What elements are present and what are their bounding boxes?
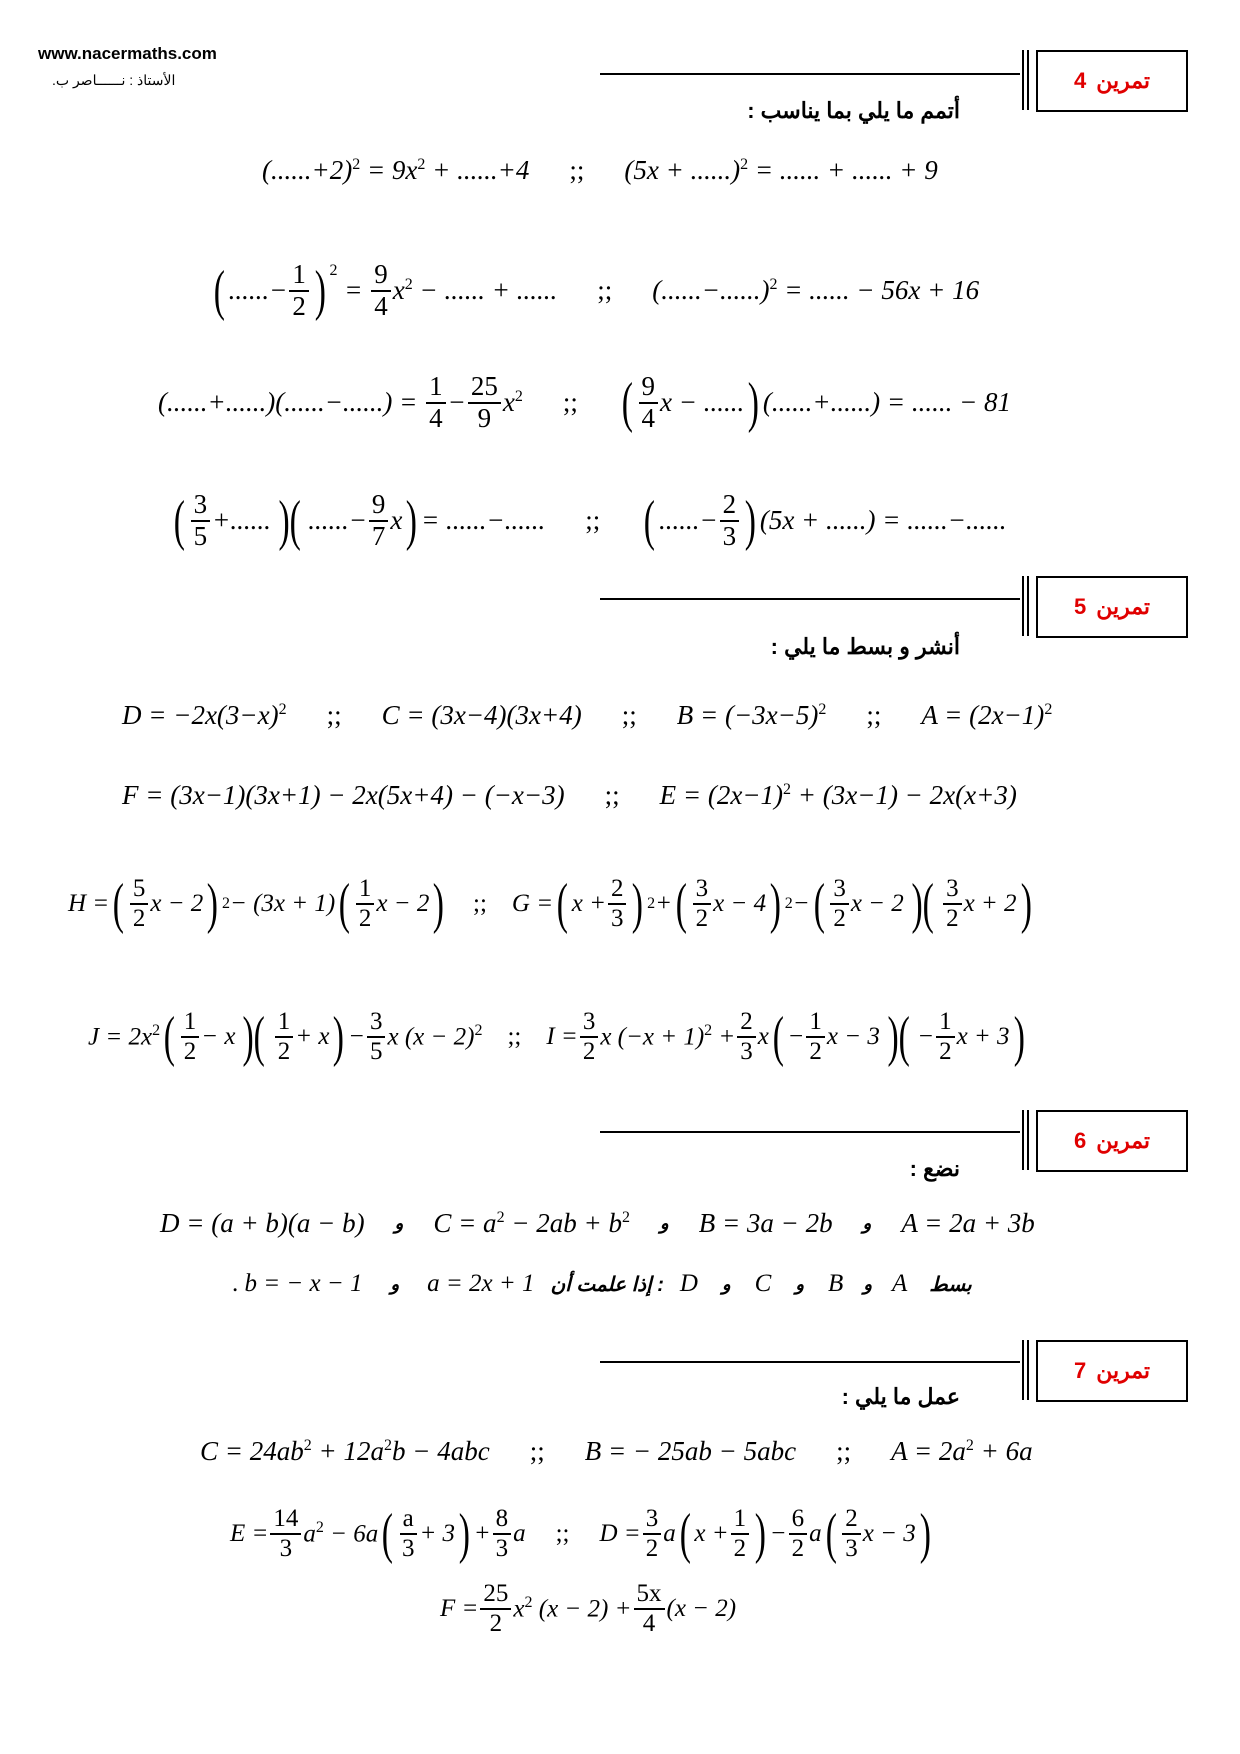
separator-bar <box>1027 50 1029 110</box>
exercise-4-line-3: (......+......)(......−......) = $\frac{1}{4}$ − $\frac{25}{9}$ $x^2$ ;; ( $\frac{9}{4}$ x − ...... ) (......+......) = ...... − 81 <box>158 371 1012 434</box>
exercise-5-line-3: H = ( $\frac{5}{2}$ x − 2 ) 2 − (3x + 1) ( $\frac{1}{2}$ x − 2 ) ;; G = ( x + $\frac{2}{3}$ ) 2 + ( $\frac{3}{2}$ x − 4 ) 2 − ( $\frac{3}{2}$ x − 2 )( $\frac{3}{2}$ x + 2 ) <box>68 872 1032 935</box>
exercise-5-header <box>1036 576 1188 638</box>
exercise-4-header <box>1036 50 1188 112</box>
exercise-7-header <box>1036 1340 1188 1402</box>
exercise-7-instruction: عمل ما يلي : <box>841 1384 960 1409</box>
exercise-4-line-2: ( ......− $\frac{1}{2}$ ) 2 = $\frac{9}{4}$ $x^2$ − ...... + ...... ;; (......−......)$^2$ = ...... − 56x + 16 <box>213 259 980 322</box>
separator-bar <box>1022 1340 1024 1400</box>
exercise-6-header <box>1036 1110 1188 1172</box>
exercise-5-line-2: F = (3x−1)(3x+1) − 2x(5x+4) − (−x−3) ;; $E = (2x-1)^2 + (3x-1) - 2x(x+3)$ <box>122 780 1017 810</box>
exercise-number: 4 <box>1073 68 1087 93</box>
separator-bar <box>1022 50 1024 110</box>
separator-line <box>600 1131 1020 1133</box>
separator-bar <box>1027 1340 1029 1400</box>
separator-line <box>600 598 1020 600</box>
exercise-7-line-2: E = $\frac{14}{3}$ $a^2 - 6a$ ( $\frac{a}{3}$ + 3 ) + $\frac{8}{3}$ a ;; D = $\frac{3}{2}$ a ( x + $\frac{1}{2}$ ) − $\frac{6}{2}$ a ( $\frac{2}{3}$ x − 3 ) <box>230 1502 931 1565</box>
exercise-title: تمرين <box>1096 594 1151 619</box>
exercise-title: تمرين <box>1096 1358 1151 1383</box>
exercise-title: تمرين <box>1096 68 1151 93</box>
exercise-7-line-1: $C = 24ab^2 + 12a^2b - 4abc$ ;; B = − 25ab − 5abc ;; $A = 2a^2 + 6a$ <box>200 1436 1033 1466</box>
exercise-number: 7 <box>1073 1358 1087 1383</box>
exercise-5-instruction: أنشر و بسط ما يلي : <box>770 634 960 659</box>
exercise-number: 6 <box>1073 1128 1087 1153</box>
separator-bar <box>1022 576 1024 636</box>
exercise-4-instruction: أتمم ما يلي بما يناسب : <box>747 98 960 123</box>
separator-bar <box>1027 1110 1029 1170</box>
separator-bar <box>1027 576 1029 636</box>
separator-bar <box>1022 1110 1024 1170</box>
exercise-6-line-2: . b = − x − 1 و a = 2x + 1 : إذا علمت أن D و C و B و A بسط <box>232 1270 972 1297</box>
separator-line <box>600 1361 1020 1363</box>
exercise-5-line-4: $J = 2x^2$ ( $\frac{1}{2}$ − x )( $\frac{1}{2}$ + x ) − $\frac{3}{5}$ x $(x - 2)^2$ ;; I = $\frac{3}{2}$ x $(-x + 1)^2$ + $\frac{2}{3}$ x ( − $\frac{1}{2}$ x − 3 )( − $\frac{1}{2}$ x + 3 ) <box>88 1005 1025 1068</box>
exercise-5-line-1: $D = -2x(3-x)^2$ ;; C = (3x−4)(3x+4) ;; $B = (-3x-5)^2$ ;; $A = (2x-1)^2$ <box>122 700 1053 730</box>
exercise-7-line-3: F = $\frac{25}{2}$ $x^2$ (x − 2) + $\frac{5x}{4}$ (x − 2) <box>440 1580 737 1637</box>
exercise-number: 5 <box>1073 594 1087 619</box>
exercise-4-line-1: $(......+2)^2 = 9x^2 + ......+4$ ;; (5x + ......)$^2$ = ...... + ...... + 9 <box>262 155 938 185</box>
exercise-4-line-4: ( $\frac{3}{5}$ +...... )( ......− $\frac{9}{7}$ x ) = ......−...... ;; ( ......− $\frac{2}{3}$ ) (5x + ......) = ......−...... <box>173 489 1007 552</box>
site-url: www.nacermaths.com <box>38 44 217 63</box>
exercise-title: تمرين <box>1096 1128 1151 1153</box>
exercise-6-line-1: D = (a + b)(a − b) و $C = a^2 - 2ab + b^2$ و B = 3a − 2b و A = 2a + 3b <box>160 1208 1035 1238</box>
exercise-6-instruction: نضع : <box>909 1156 960 1181</box>
separator-line <box>600 73 1020 75</box>
teacher-name: الأستاذ : نــــــاصر ب. <box>52 72 176 88</box>
